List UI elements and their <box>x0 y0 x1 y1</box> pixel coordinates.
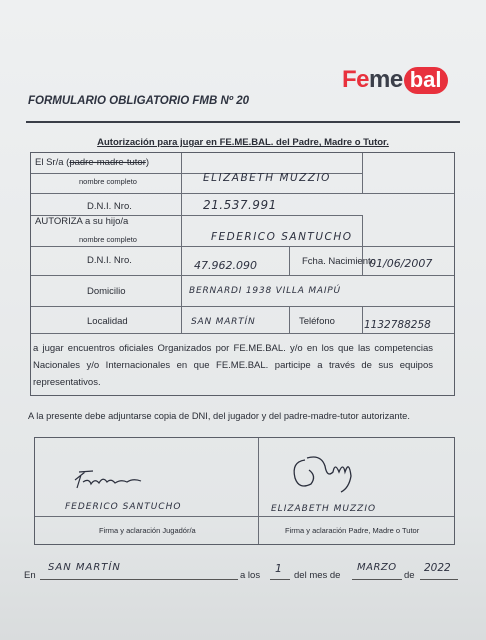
row-divider <box>35 516 454 517</box>
player-signature-caption: Firma y aclaración Jugadór/a <box>99 526 196 535</box>
attachment-note: A la presente debe adjuntarse copia de DNI, del jugador y del padre-madre-tutor autorizante. <box>28 411 410 421</box>
phone-value: 1132788258 <box>364 319 431 331</box>
authorize-label: AUTORIZA a su hijo/a <box>35 216 129 227</box>
month-value: MARZO <box>357 562 397 573</box>
city-label: Localidad <box>87 316 128 327</box>
guardian-signature-image <box>287 450 357 498</box>
place-value: SAN MARTÍN <box>48 562 121 573</box>
address-value: BERNARDI 1938 VILLA MAIPÚ <box>189 286 341 296</box>
city-value: SAN MARTÍN <box>191 317 256 327</box>
form-subtitle: Autorización para jugar en FE.ME.BAL. del Padre, Madre o Tutor. <box>97 137 389 148</box>
child-name-caption: nombre completo <box>79 235 137 244</box>
authorization-paragraph: a jugar encuentros oficiales Organizados por FE.ME.BAL. y/o en los que las competencias Nacionales y/o Internacionales en que FE.ME.BAL. participe a través de sus equipos representativos. <box>33 343 433 388</box>
column-divider <box>289 246 290 275</box>
player-printed-name: FEDERICO SANTUCHO <box>65 502 182 512</box>
child-name-value: FEDERICO SANTUCHO <box>211 231 353 243</box>
phone-label: Teléfono <box>299 316 335 327</box>
birth-date-label: Fcha. Nacimiento <box>302 256 376 267</box>
guardian-name-caption: nombre completo <box>79 177 137 186</box>
del-mes-label: del mes de <box>294 570 341 581</box>
en-label: En <box>24 570 36 581</box>
column-divider <box>362 153 363 193</box>
guardian-signature-caption: Firma y aclaración Padre, Madre o Tutor <box>285 526 420 535</box>
femebal-logo <box>342 66 448 94</box>
child-dni-value: 47.962.090 <box>194 259 257 272</box>
guardian-printed-name: ELIZABETH MUZZIO <box>271 504 377 514</box>
logo-text-fe: Fe <box>342 66 370 93</box>
title-divider <box>26 121 460 123</box>
row-divider <box>31 246 454 247</box>
guardian-dni-label: D.N.I. Nro. <box>87 201 132 212</box>
birth-date-value: 01/06/2007 <box>369 257 433 270</box>
column-divider <box>258 438 259 544</box>
column-divider <box>362 215 363 246</box>
signatures-table <box>34 437 455 545</box>
guardian-dni-value: 21.537.991 <box>203 198 277 212</box>
month-underline <box>352 579 402 580</box>
row-divider <box>31 193 454 194</box>
row-divider <box>31 275 454 276</box>
day-value: 1 <box>275 562 284 575</box>
a-los-label: a los <box>240 570 261 581</box>
place-date-line <box>22 562 462 586</box>
logo-text-me: me <box>369 66 403 93</box>
de-label: de <box>404 570 415 581</box>
player-signature-image <box>71 466 161 494</box>
column-divider <box>289 306 290 333</box>
guardian-label-prefix: El Sr/a ( <box>35 157 70 168</box>
guardian-label-suffix: ) <box>145 157 150 168</box>
form-title: FORMULARIO OBLIGATORIO FMB Nº 20 <box>28 95 249 107</box>
row-divider <box>31 333 454 334</box>
day-underline <box>270 579 290 580</box>
guardian-label <box>35 157 149 168</box>
place-underline <box>40 579 238 580</box>
column-divider <box>362 306 363 333</box>
guardian-role-struck: padre-madre-tutor <box>69 157 146 168</box>
logo-text-bal: bal <box>404 67 448 94</box>
row-divider <box>31 306 454 307</box>
column-divider <box>181 153 182 333</box>
year-underline <box>420 579 458 580</box>
address-label: Domicilio <box>87 286 126 297</box>
year-value: 2022 <box>424 562 451 574</box>
child-dni-label: D.N.I. Nro. <box>87 255 132 266</box>
guardian-name-value: ELIZABETH MUZZIO <box>203 172 331 184</box>
